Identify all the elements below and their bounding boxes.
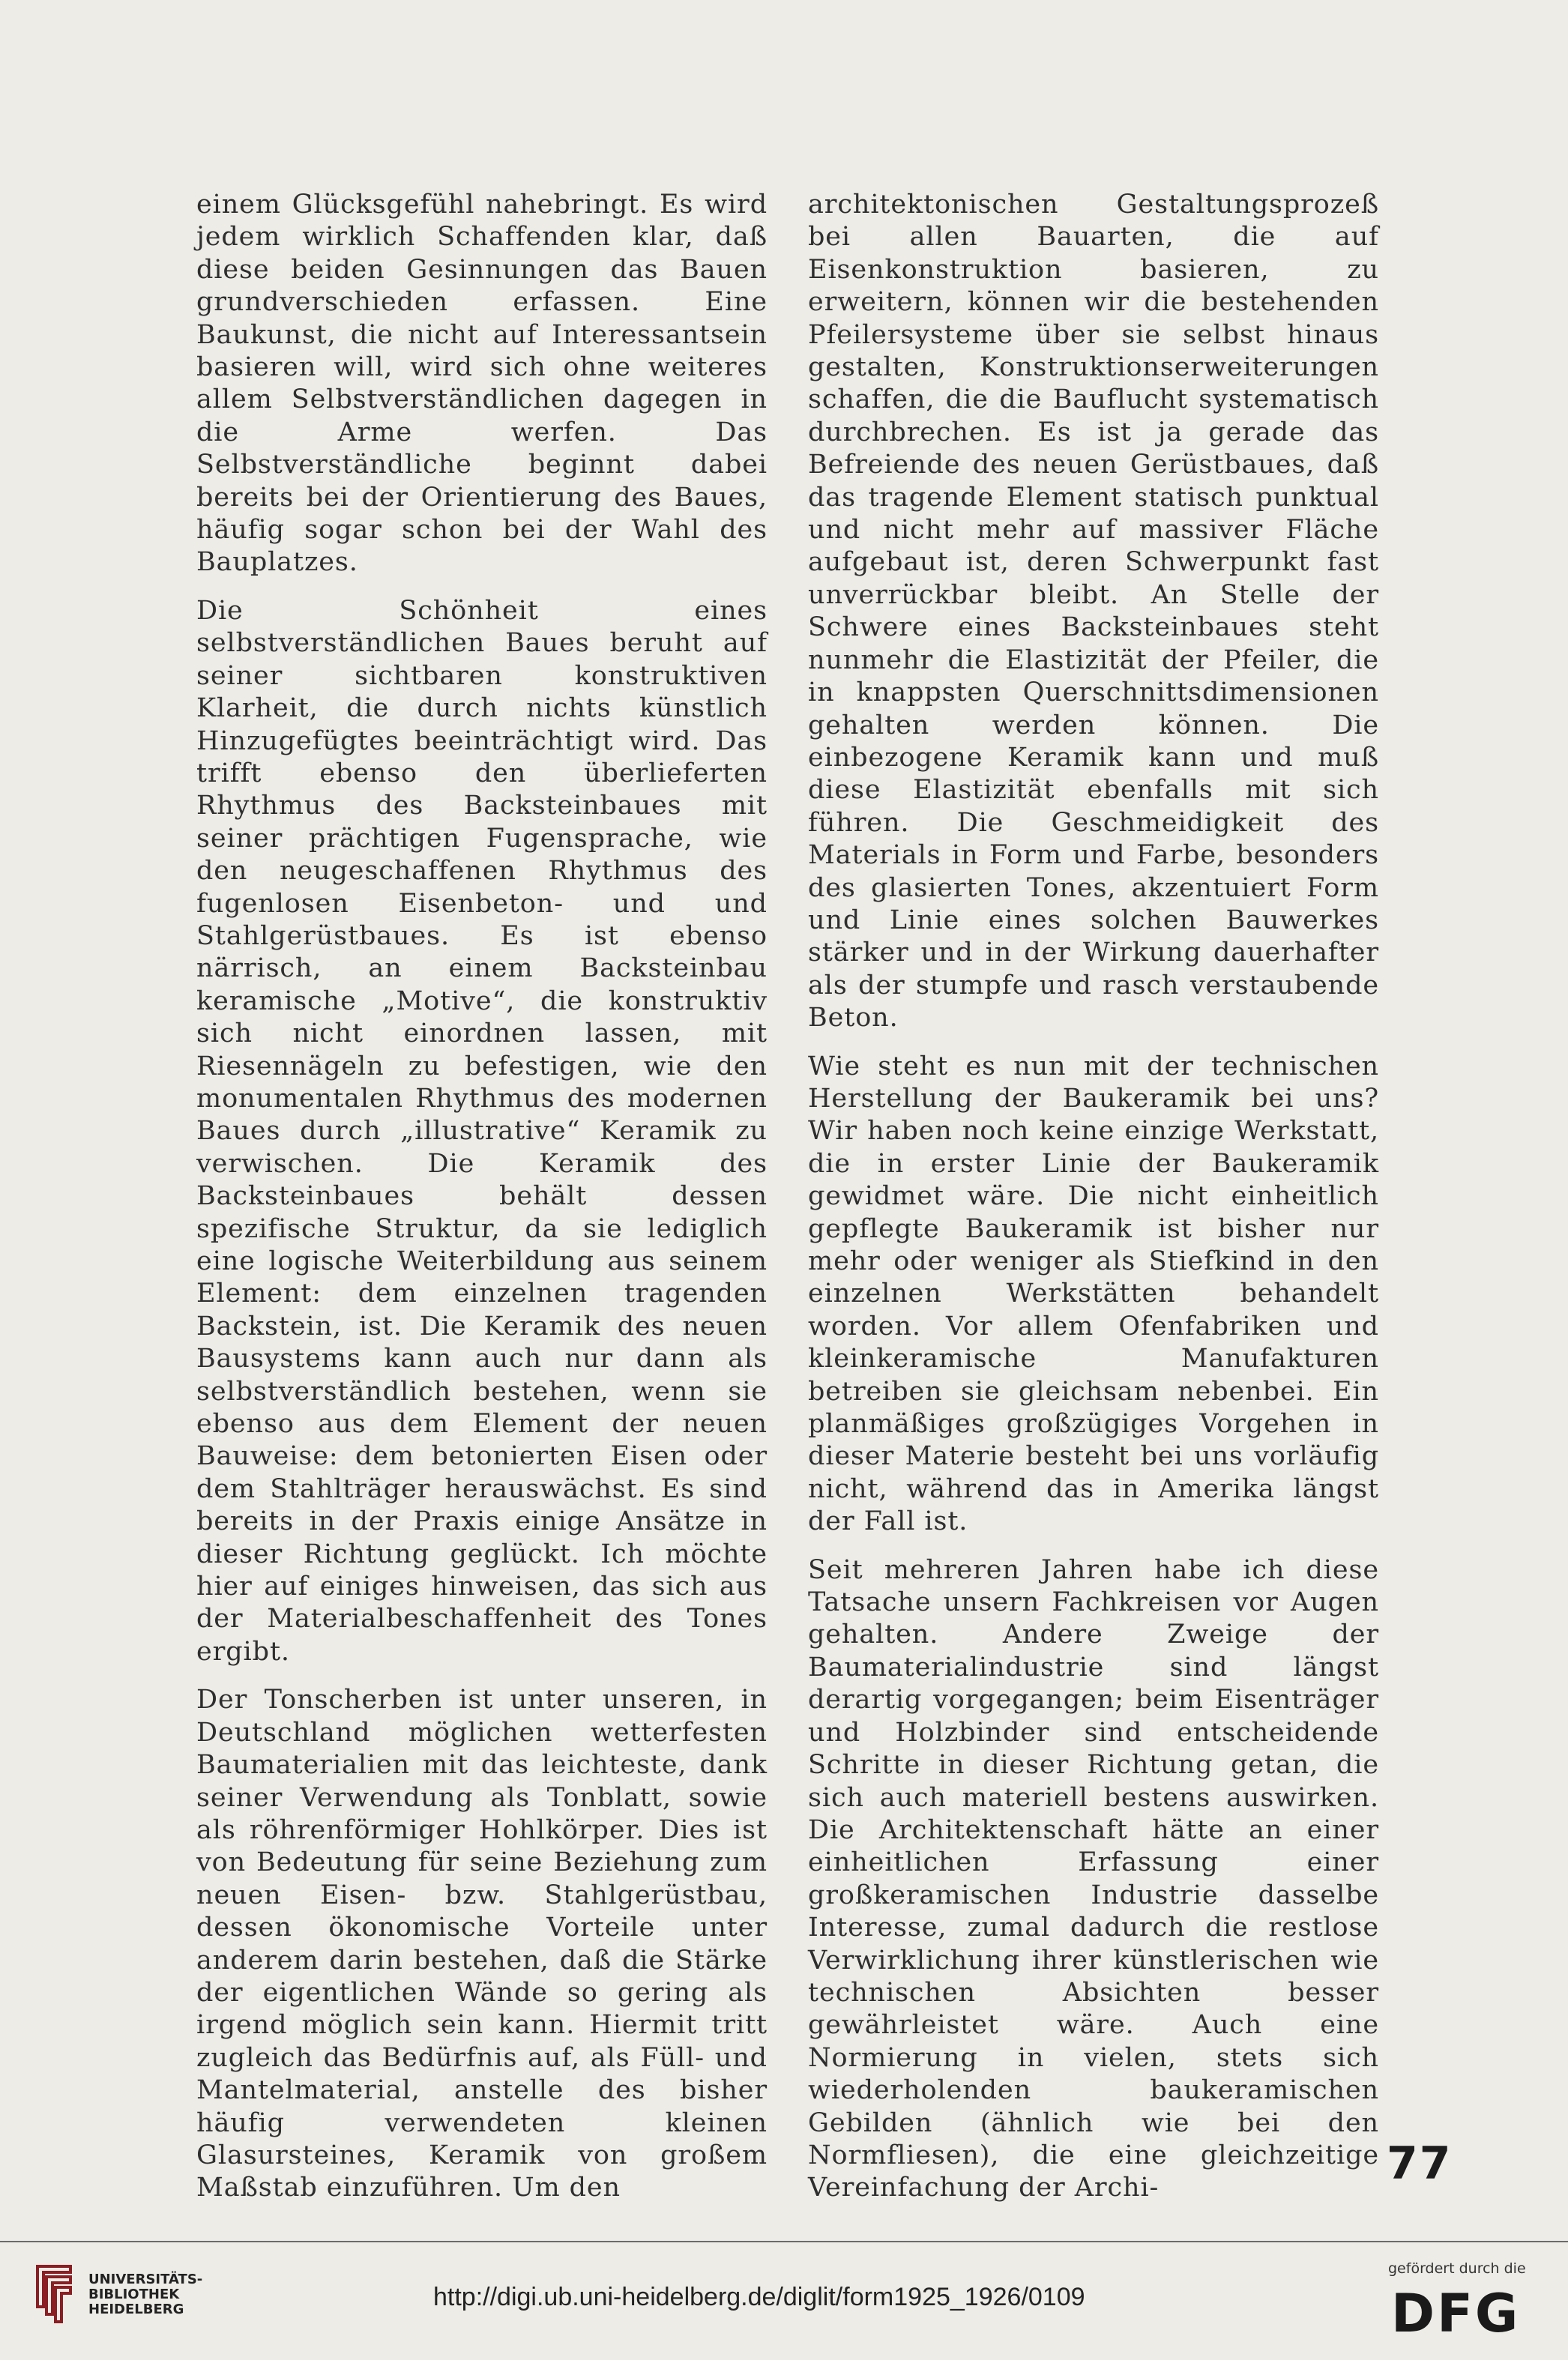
paragraph: einem Glücksgefühl nahebringt. Es wird jedem wirklich Schaffenden klar, daß diese beiden Gesinnungen das Bauen grundverschieden erfassen. Eine Baukunst, die nicht auf Interessantsein basieren will, wird sich ohne weiteres allem Selbstverständlichen dagegen in die Arme werfen. Das Selbstverständliche beginnt dabei bereits bei der Orientierung des Baues, häufig sogar schon bei der Wahl des Bauplatzes. [196,190,768,578]
paragraph: architektonischen Gestaltungsprozeß bei allen Bauarten, die auf Eisenkonstruktion basieren, zu erweitern, können wir die bestehenden Pfeilersysteme über sie selbst hinaus gestalten, Konstruktionserweiterungen schaffen, die die Bauflucht systematisch durchbrechen. Es ist ja gerade das Befreiende des neuen Gerüstbaues, daß das tragende Element statisch punktual und nicht mehr auf massiver Fläche aufgebaut ist, deren Schwerpunkt fast unverrückbar bleibt. An Stelle der Schwere eines Backsteinbaues steht nunmehr die Elastizität der Pfeiler, die in knappsten Querschnittsdimensionen gehalten werden können. Die einbezogene Keramik kann und muß diese Elastizität ebenfalls mit sich führen. Die Geschmeidigkeit des Materials in Form und Farbe, besonders des glasierten Tones, akzentuiert Form und Linie eines solchen Bauwerkes stärker und in der Wirkung dauerhafter als der stumpfe und rasch verstaubende Beton. [808,190,1379,1033]
library-logo-icon [30,2262,78,2328]
dfg-logo: DFG [1391,2283,1521,2344]
source-url-link[interactable]: http://digi.ub.uni-heidelberg.de/diglit/form1925_1926/0109 [433,2283,1085,2311]
right-column [808,189,1379,2221]
paragraph: Die Schönheit eines selbstverständlichen Baues beruht auf seiner sichtbaren konstruktiven Klarheit, die durch nichts künstlich Hinzugefügtes beeinträchtigt wird. Das trifft ebenso den überlieferten Rhythmus des Backsteinbaues mit seiner prächtigen Fugensprache, wie den neugeschaffenen Rhythmus des fugenlosen Eisenbeton- und und Stahlgerüstbaues. Es ist ebenso närrisch, an einem Backsteinbau keramische „Motive“, die konstruktiv sich nicht einordnen lassen, mit Riesennägeln zu befestigen, wie den monumentalen Rhythmus des modernen Baues durch „illustrative“ Keramik zu verwischen. Die Keramik des Backsteinbaues behält dessen spezifische Struktur, da sie lediglich eine logische Weiterbildung aus seinem Element: dem einzelnen tragenden Backstein, ist. Die Keramik des neuen Bausystems kann auch nur dann als selbstverständlich bestehen, wenn sie ebenso aus dem Element der neuen Bauweise: dem betonierten Eisen oder dem Stahlträger herauswächst. Es sind bereits in der Praxis einige Ansätze in dieser Richtung geglückt. Ich möchte hier auf einiges hinweisen, das sich aus der Materialbeschaffenheit des Tones ergibt. [196,595,768,1667]
paragraph: Seit mehreren Jahren habe ich diese Tatsache unsern Fachkreisen vor Augen gehalten. Andere Zweige der Baumaterialindustrie sind längst derartig vorgegangen; beim Eisenträger und Holzbinder sind entscheidende Schritte in dieser Richtung getan, die sich auch materiell bestens auswirken. Die Architektenschaft hätte an einer einheitlichen Erfassung einer großkeramischen Industrie dasselbe Interesse, zumal dadurch die restlose Verwirklichung ihrer künstlerischen wie technischen Absichten besser gewährleistet wäre. Auch eine Normierung in vielen, stets sich wiederholenden baukeramischen Gebilden (ähnlich wie bei den Normfliesen), die eine gleichzeitige Vereinfachung der Archi- [808,1554,1379,2203]
library-name-line: HEIDELBERG [88,2302,184,2317]
left-column [196,189,768,2221]
library-name-line: BIBLIOTHEK [88,2287,180,2302]
paragraph: Der Tonscherben ist unter unseren, in Deutschland möglichen wetterfesten Baumaterialien mit das leichteste, dank seiner Verwendung als Tonblatt, sowie als röhrenförmiger Hohlkörper. Dies ist von Bedeutung für seine Beziehung zum neuen Eisen- bzw. Stahlgerüstbau, dessen ökonomische Vorteile unter anderem darin bestehen, daß die Stärke der eigentlichen Wände so gering als irgend möglich sein kann. Hiermit tritt zugleich das Bedürfnis auf, als Füll- und Mantelmaterial, anstelle des bisher häufig verwendeten kleinen Glasursteines, Keramik von großem Maßstab einzuführen. Um den [196,1685,768,2203]
funding-note: gefördert durch die [1388,2260,1526,2277]
footer-divider [0,2241,1568,2242]
page-number: 77 [1387,2137,1453,2190]
paragraph: Wie steht es nun mit der technischen Herstellung der Baukeramik bei uns? Wir haben noch keine einzige Werkstatt, die in erster Linie der Baukeramik gewidmet wäre. Die nicht einheitlich gepflegte Baukeramik ist bisher nur mehr oder weniger als Stiefkind in den einzelnen Werkstätten behandelt worden. Vor allem Ofenfabriken und kleinkeramische Manufakturen betreiben sie gleichsam nebenbei. Ein planmäßiges großzügiges Vorgehen in dieser Materie besteht bei uns vorläufig nicht, während das in Amerika längst der Fall ist. [808,1051,1379,1537]
library-name-line: UNIVERSITÄTS- [88,2272,203,2287]
library-name [88,2272,202,2317]
